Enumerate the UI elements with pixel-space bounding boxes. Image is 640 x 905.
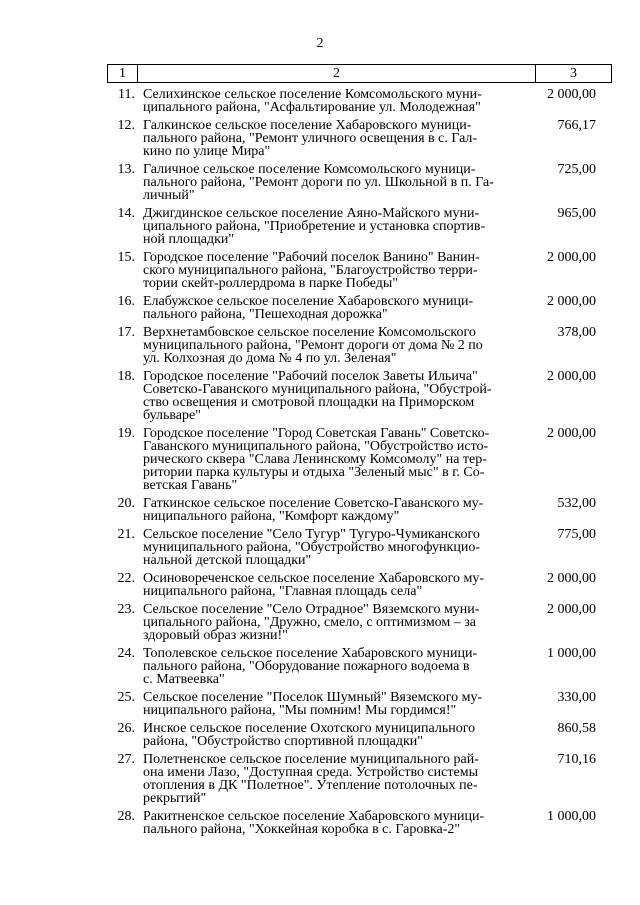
description-line: ципального района, "Приобретение и установка спортив- (143, 219, 486, 234)
table-row (107, 88, 612, 114)
description-line: ниципального района, "Комфорт каждому" (143, 509, 400, 524)
description-line: Галичное сельское поселение Комсомольского муници- (143, 162, 476, 177)
table-row (107, 722, 612, 748)
row-number: 13. (117, 162, 135, 177)
row-number: 20. (117, 496, 135, 511)
row-description (143, 119, 519, 158)
row-amount: 532,00 (557, 496, 596, 511)
description-line: ство освещения и смотровой площадки на Приморском (143, 395, 475, 410)
description-line: Осиновореченское сельское поселение Хабаровского му- (143, 571, 485, 586)
table-row (107, 691, 612, 717)
description-line: нальной детской площадки" (143, 553, 312, 568)
row-number: 23. (117, 602, 135, 617)
row-description (143, 572, 519, 598)
description-line: личный" (143, 188, 195, 203)
table-row (107, 603, 612, 642)
description-line: бульваре" (143, 408, 201, 423)
description-line: тории скейт-роллердрома в парке Победы" (143, 276, 399, 291)
description-line: кино по улице Мира" (143, 144, 271, 159)
description-line: Городское поселение "Рабочий поселок Заветы Ильича" (143, 369, 478, 384)
row-description (143, 528, 519, 567)
row-amount: 2 000,00 (547, 571, 596, 586)
row-amount: 2 000,00 (547, 369, 596, 384)
row-description (143, 326, 519, 365)
row-amount: 2 000,00 (547, 426, 596, 441)
description-line: отопления в ДК "Полетное". Утепление потолочных пе- (143, 778, 478, 793)
row-amount: 2 000,00 (547, 602, 596, 617)
row-description (143, 88, 519, 114)
table-row (107, 163, 612, 202)
description-line: Городское поселение "Рабочий поселок Ванино" Ванин- (143, 250, 480, 265)
row-number: 26. (117, 721, 135, 736)
row-description (143, 207, 519, 246)
row-description (143, 251, 519, 290)
table-row (107, 370, 612, 422)
row-description (143, 295, 519, 321)
description-line: муниципального района, "Обустройство многофункцио- (143, 540, 480, 555)
table-row (107, 647, 612, 686)
table-row (107, 326, 612, 365)
description-line: рекрытий" (143, 791, 207, 806)
description-line: Джигдинское сельское поселение Аяно-Майского муни- (143, 206, 480, 221)
description-line: ципального района, "Асфальтирование ул. Молодежная" (143, 100, 481, 115)
description-line: Верхнетамбовское сельское поселение Комсомольского (143, 325, 476, 340)
row-amount: 766,17 (557, 118, 596, 133)
row-description (143, 753, 519, 805)
description-line: здоровый образ жизни!" (143, 628, 288, 643)
table-row (107, 251, 612, 290)
description-line: с. Матвеевка" (143, 672, 225, 687)
table-header (107, 64, 612, 83)
description-line: ципального района, "Дружно, смело, с оптимизмом – за (143, 615, 477, 630)
description-line: Ракитненское сельское поселение Хабаровского муници- (143, 809, 485, 824)
table-row (107, 572, 612, 598)
row-description (143, 427, 519, 492)
row-number: 14. (117, 206, 135, 221)
description-line: ниципального района, "Главная площадь села" (143, 584, 423, 599)
row-amount: 860,58 (557, 721, 596, 736)
description-line: Елабужское сельское поселение Хабаровского муници- (143, 294, 474, 309)
table-row (107, 427, 612, 492)
description-line: Селихинское сельское поселение Комсомольского муни- (143, 87, 482, 102)
row-number: 21. (117, 527, 135, 542)
row-number: 17. (117, 325, 135, 340)
row-amount: 965,00 (557, 206, 596, 221)
description-line: пального района, "Ремонт уличного освещения в с. Гал- (143, 131, 478, 146)
row-amount: 378,00 (557, 325, 596, 340)
description-line: ул. Колхозная до дома № 4 по ул. Зеленая" (143, 351, 397, 366)
table-row (107, 295, 612, 321)
description-line: пального района, "Хоккейная коробка в с. Гаровка-2" (143, 822, 461, 837)
row-amount: 2 000,00 (547, 87, 596, 102)
row-description (143, 497, 519, 523)
description-line: Полетненское сельское поселение муниципального рай- (143, 752, 479, 767)
row-amount: 725,00 (557, 162, 596, 177)
description-line: Сельское поселение "Село Отрадное" Вяземского муни- (143, 602, 480, 617)
row-amount: 775,00 (557, 527, 596, 542)
header-col-2: 2 (138, 65, 536, 82)
description-line: Гаванского муниципального района, "Обустройство исто- (143, 439, 489, 454)
table-body (107, 88, 612, 841)
description-line: ниципального района, "Мы помним! Мы гордимся!" (143, 703, 457, 718)
row-number: 25. (117, 690, 135, 705)
row-number: 16. (117, 294, 135, 309)
description-line: Советско-Гаванского муниципального района, "Обустрой- (143, 382, 492, 397)
row-description (143, 810, 519, 836)
table-row (107, 497, 612, 523)
description-line: ветская Гавань" (143, 478, 238, 493)
table-row (107, 207, 612, 246)
description-line: Галкинское сельское поселение Хабаровского муници- (143, 118, 472, 133)
description-line: Гаткинское сельское поселение Советско-Гаванского му- (143, 496, 484, 511)
table-row (107, 810, 612, 836)
description-line: муниципального района, "Ремонт дороги от дома № 2 по (143, 338, 483, 353)
description-line: пального района, "Пешеходная дорожка" (143, 307, 388, 322)
row-number: 24. (117, 646, 135, 661)
row-number: 11. (118, 87, 135, 102)
row-number: 19. (117, 426, 135, 441)
description-line: ского муниципального района, "Благоустройство терри- (143, 263, 478, 278)
row-description (143, 370, 519, 422)
row-number: 15. (117, 250, 135, 265)
description-line: ной площадки" (143, 232, 235, 247)
row-amount: 2 000,00 (547, 294, 596, 309)
row-amount: 1 000,00 (547, 809, 596, 824)
description-line: Сельское поселение "Село Тугур" Тугуро-Чумиканского (143, 527, 480, 542)
row-number: 27. (117, 752, 135, 767)
row-amount: 330,00 (557, 690, 596, 705)
description-line: пального района, "Оборудование пожарного водоема в (143, 659, 470, 674)
row-amount: 2 000,00 (547, 250, 596, 265)
row-description (143, 647, 519, 686)
description-line: Инское сельское поселение Охотского муниципального (143, 721, 476, 736)
description-line: ритории парка культуры и отдыха "Зеленый мыс" в г. Со- (143, 465, 485, 480)
row-number: 18. (117, 369, 135, 384)
table-row (107, 528, 612, 567)
row-description (143, 163, 519, 202)
table-row (107, 753, 612, 805)
table-row (107, 119, 612, 158)
header-col-3: 3 (570, 65, 577, 81)
row-amount: 1 000,00 (547, 646, 596, 661)
row-amount: 710,16 (557, 752, 596, 767)
description-line: пального района, "Ремонт дороги по ул. Школьной в п. Га- (143, 175, 494, 190)
description-line: Тополевское сельское поселение Хабаровского муници- (143, 646, 478, 661)
page-number: 2 (316, 36, 324, 51)
row-number: 12. (117, 118, 135, 133)
row-description (143, 722, 519, 748)
description-line: Сельское поселение "Поселок Шумный" Вяземского му- (143, 690, 483, 705)
row-number: 28. (117, 809, 135, 824)
header-col-1: 1 (108, 65, 138, 82)
row-description (143, 603, 519, 642)
description-line: рического сквера "Слава Ленинскому Комсомолу" на тер- (143, 452, 487, 467)
description-line: района, "Обустройство спортивной площадки" (143, 734, 423, 749)
row-description (143, 691, 519, 717)
description-line: она имени Лазо, "Доступная среда. Устройство системы (143, 765, 478, 780)
row-number: 22. (117, 571, 135, 586)
description-line: Городское поселение "Город Советская Гавань" Советско- (143, 426, 490, 441)
